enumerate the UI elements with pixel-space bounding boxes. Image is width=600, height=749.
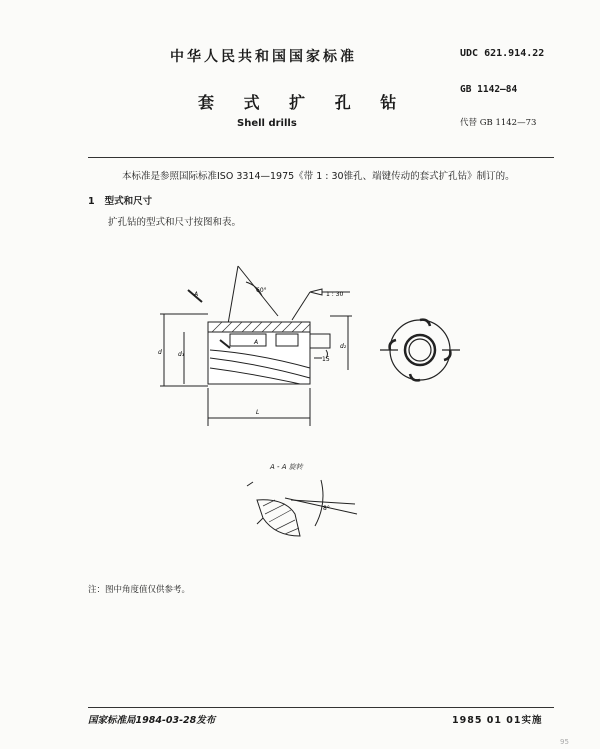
angle-60-label: 60° bbox=[256, 287, 267, 294]
footer-divider bbox=[88, 707, 554, 708]
section-1-text: 扩孔钻的型式和尺寸按图和表。 bbox=[108, 217, 242, 228]
section-aa-drawing bbox=[245, 478, 370, 543]
angle-8-label: 8° bbox=[323, 505, 330, 512]
inner-a-label: A bbox=[254, 339, 259, 346]
section-title: 型式和尺寸 bbox=[104, 196, 153, 207]
replaces-note: 代替 GB 1142—73 bbox=[460, 118, 537, 128]
taper-label: 1 : 30 bbox=[326, 291, 344, 298]
dim-l-label: L bbox=[256, 409, 260, 416]
dim-15-label: 15 bbox=[322, 356, 330, 363]
section-number: 1 bbox=[88, 196, 95, 207]
document-title: 套 式 扩 孔 钻 bbox=[198, 93, 409, 112]
page-number: 95 bbox=[560, 738, 569, 746]
figure-note: 注：图中角度值仅供参考。 bbox=[88, 585, 191, 595]
udc-code: UDC 621.914.22 bbox=[460, 48, 545, 59]
end-view-drawing bbox=[378, 308, 462, 392]
gb-number: GB 1142—84 bbox=[460, 84, 518, 95]
issue-date: 国家标准局1984-03-28发布 bbox=[88, 715, 216, 726]
dim-d2-label: d₂ bbox=[340, 343, 347, 350]
dim-d1-label: d₁ bbox=[178, 351, 185, 358]
effective-date: 1985 01 01实施 bbox=[452, 715, 543, 726]
view-a-label: A bbox=[194, 291, 199, 298]
section-1-heading bbox=[88, 193, 152, 207]
standard-org: 中华人民共和国国家标准 bbox=[170, 49, 357, 65]
dim-d-label: d bbox=[158, 349, 162, 356]
section-aa-label: A - A 旋转 bbox=[270, 463, 303, 471]
intro-paragraph: 本标准是参照国际标准ISO 3314—1975《带 1 : 30锥孔、端键传动的套式扩孔钻》制订的。 bbox=[122, 171, 515, 182]
header-divider bbox=[88, 157, 554, 158]
english-title: Shell drills bbox=[237, 118, 297, 129]
